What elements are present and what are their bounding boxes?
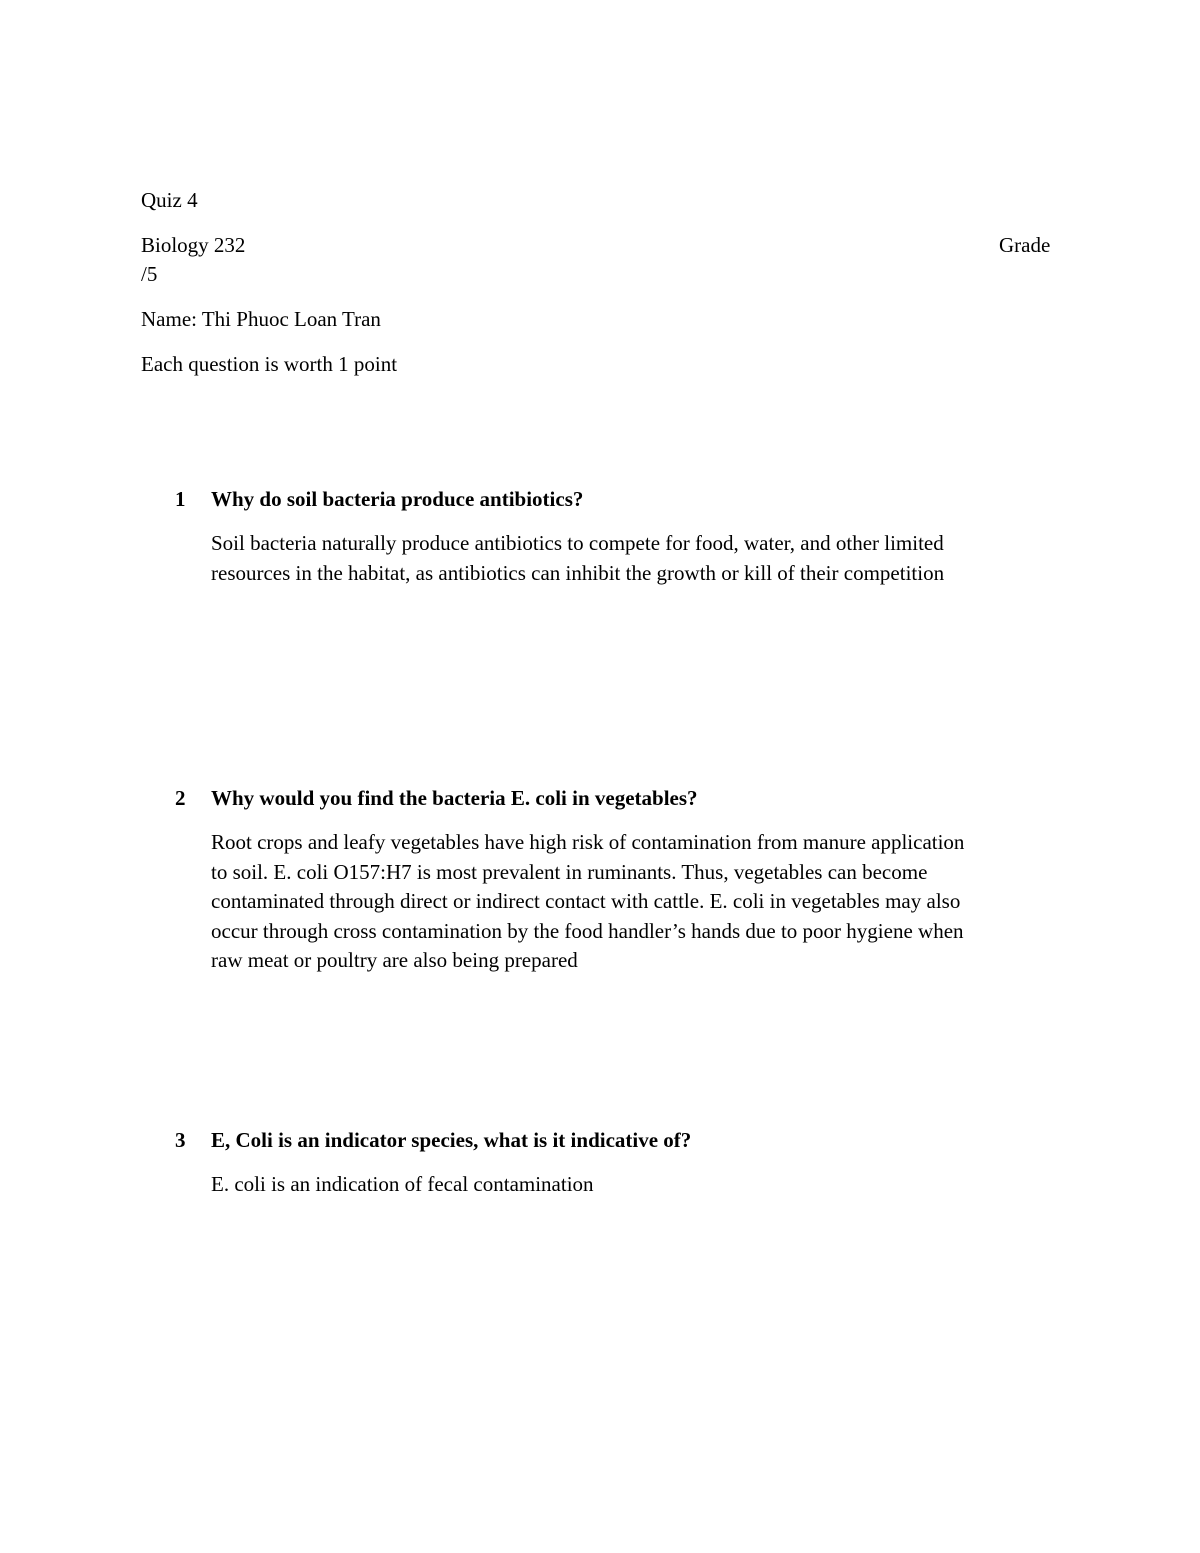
question-text: Why would you find the bacteria E. coli in vegetables? [211,786,698,810]
quiz-title: Quiz 4 [141,188,198,212]
answer-line: Root crops and leafy vegetables have high risk of contamination from manure application [211,830,965,854]
grade-total: /5 [141,262,158,286]
answer-line: E. coli is an indication of fecal contamination [211,1172,594,1196]
question-text: E, Coli is an indicator species, what is it indicative of? [211,1128,692,1152]
question-number: 3 [175,1128,186,1152]
answer-line: resources in the habitat, as antibiotics can inhibit the growth or kill of their competition [211,560,945,585]
question-number: 2 [175,786,186,810]
answer-block [211,529,1071,588]
answer-line: contaminated through direct or indirect contact with cattle. E. coli in vegetables may also [211,889,961,913]
answer-line: raw meat or poultry are also being prepared [211,948,578,972]
answer-line: occur through cross contamination by the food handler’s hands due to poor hygiene when [211,918,964,943]
answer-line: to soil. E. coli O157:H7 is most prevalent in ruminants. Thus, vegetables can become [211,859,928,884]
course-name: Biology 232 [141,233,246,257]
question-text: Why do soil bacteria produce antibiotics? [211,487,584,511]
student-name: Name: Thi Phuoc Loan Tran [141,307,381,331]
answer-block [211,1170,1071,1200]
points-note: Each question is worth 1 point [141,352,398,376]
grade-label: Grade [999,233,1051,257]
answer-line: Soil bacteria naturally produce antibiotics to compete for food, water, and other limited [211,531,944,555]
answer-block [211,828,1071,976]
question-number: 1 [175,487,186,511]
